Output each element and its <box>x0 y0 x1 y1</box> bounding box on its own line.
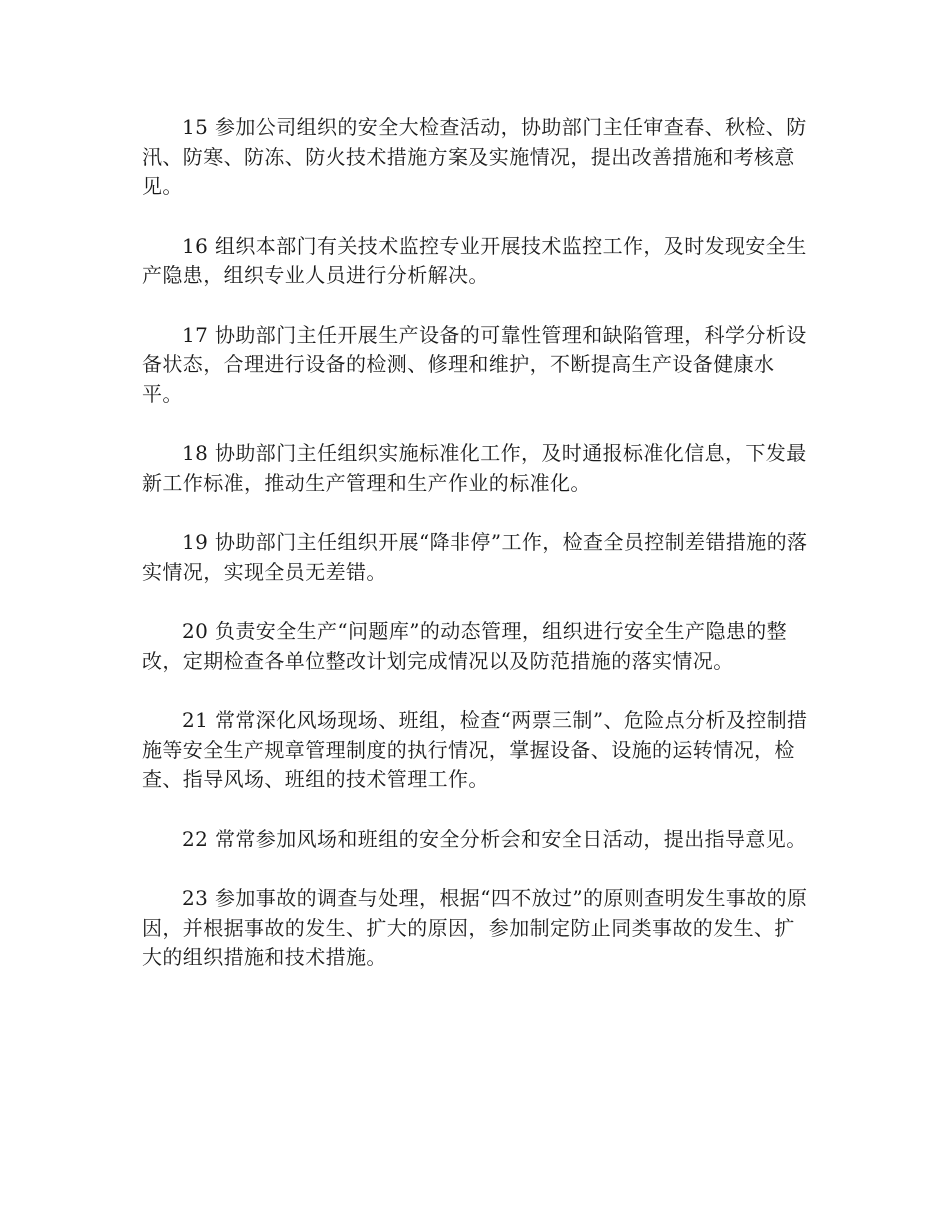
paragraph-21: 21 常常深化风场现场、班组，检查“两票三制”、危险点分析及控制措施等安全生产规章管理制度的执行情况，掌握设备、设施的运转情况，检查、指导风场、班组的技术管理工作。 <box>142 708 808 791</box>
paragraph-16: 16 组织本部门有关技术监控专业开展技术监控工作，及时发现安全生产隐患，组织专业人员进行分析解决。 <box>142 233 807 287</box>
paragraph-15: 15 参加公司组织的安全大检查活动，协助部门主任审查春、秋检、防汛、防寒、防冻、防火技术措施方案及实施情况，提出改善措施和考核意见。 <box>142 115 807 198</box>
paragraph-19: 19 协助部门主任组织开展“降非停”工作，检查全员控制差错措施的落实情况，实现全员无差错。 <box>142 530 808 584</box>
paragraph-20: 20 负责安全生产“问题库”的动态管理，组织进行安全生产隐患的整改，定期检查各单位整改计划完成情况以及防范措施的落实情况。 <box>142 619 788 673</box>
document-body <box>142 113 810 1003</box>
paragraph-23: 23 参加事故的调查与处理，根据“四不放过”的原则查明发生事故的原因，并根据事故的发生、扩大的原因，参加制定防止同类事故的发生、扩大的组织措施和技术措施。 <box>142 886 808 969</box>
paragraph-18: 18 协助部门主任组织实施标准化工作，及时通报标准化信息，下发最新工作标准，推动生产管理和生产作业的标准化。 <box>142 441 807 495</box>
paragraph-22: 22 常常参加风场和班组的安全分析会和安全日活动，提出指导意见。 <box>182 826 807 851</box>
paragraph-17: 17 协助部门主任开展生产设备的可靠性管理和缺陷管理，科学分析设备状态，合理进行设备的检测、修理和维护，不断提高生产设备健康水平。 <box>142 322 807 406</box>
